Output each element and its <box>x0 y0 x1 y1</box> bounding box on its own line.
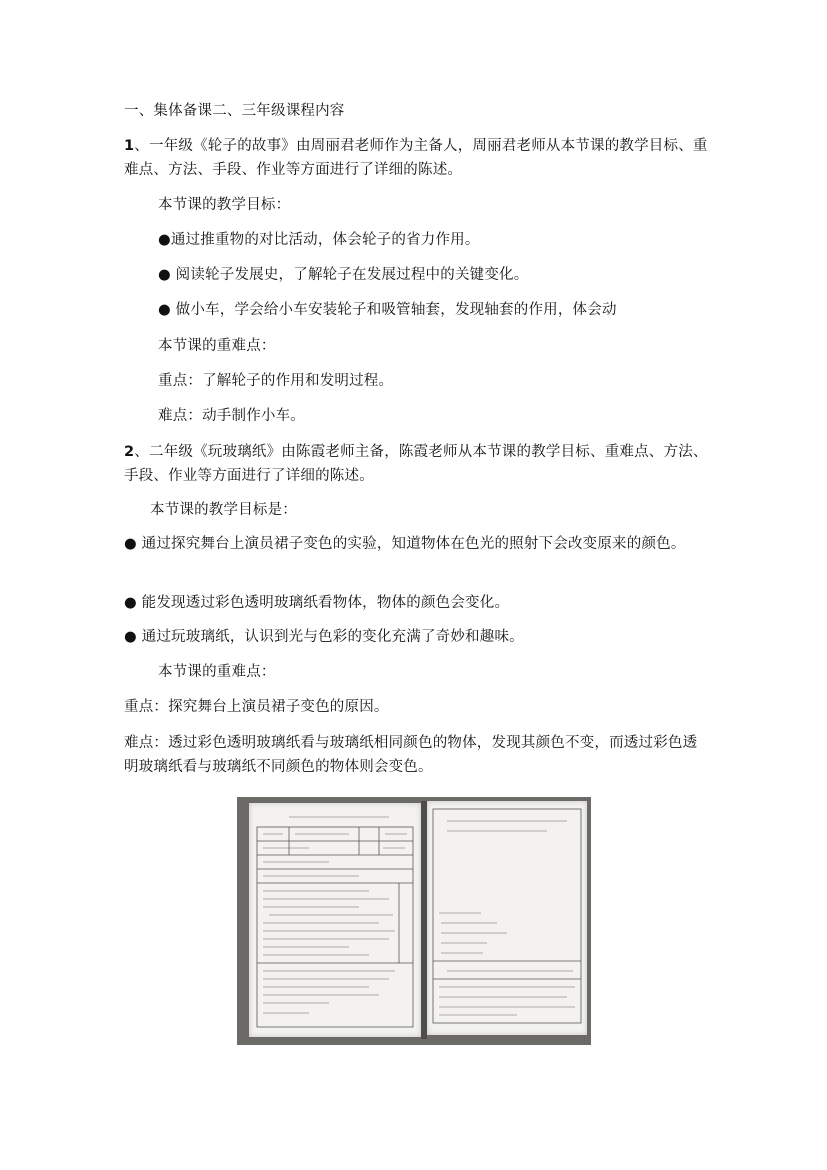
section1-key-label: 本节课的重难点： <box>158 338 276 354</box>
section1-goal-2: ● 阅读轮子发展史，了解轮子在发展过程中的关键变化。 <box>158 267 529 283</box>
section1-key-point: 重点：了解轮子的作用和发明过程。 <box>158 373 394 389</box>
photo-right-page <box>427 801 587 1035</box>
section2-goal-1: ● 通过探究舞台上演员裙子变色的实验，知道物体在色光的照射下会改变原来的颜色。 <box>124 536 686 552</box>
section2-difficult-point: 难点：透过彩色透明玻璃纸看与玻璃纸相同颜色的物体，发现其颜色不变，而透过彩色透明玻璃纸看与玻璃纸不同颜色的物体则会变色。 <box>124 735 698 775</box>
heading: 一、集体备课二、三年级课程内容 <box>124 103 345 119</box>
section1-goal-3: ● 做小车，学会给小车安装轮子和吸管轴套，发现轴套的作用，体会动 <box>158 302 617 318</box>
section2-number: 2 <box>124 444 135 460</box>
section1-goal-1: ●通过推重物的对比活动，体会轮子的省力作用。 <box>158 232 480 248</box>
lesson-plan-photo <box>237 797 591 1045</box>
section1-intro <box>124 134 710 182</box>
section1-goals-label: 本节课的教学目标： <box>158 197 291 213</box>
section2-intro <box>124 440 710 488</box>
section2-key-label: 本节课的重难点： <box>158 664 276 680</box>
section2-intro-text: 、二年级《玩玻璃纸》由陈霞老师主备，陈霞老师从本节课的教学目标、重难点、方法、手段、作业等方面进行了详细的陈述。 <box>124 444 708 484</box>
section1-number: 1 <box>124 138 135 154</box>
handwritten-form-left-icon <box>249 803 421 1037</box>
section2-goals-label: 本节课的教学目标是： <box>150 502 297 518</box>
handwritten-form-right-icon <box>427 801 587 1035</box>
section1-intro-text: 、一年级《轮子的故事》由周丽君老师作为主备人，周丽君老师从本节课的教学目标、重难点、方法、手段、作业等方面进行了详细的陈述。 <box>124 138 708 178</box>
photo-left-page <box>249 803 421 1037</box>
section1-difficult-point: 难点：动手制作小车。 <box>158 408 305 424</box>
section2-goal-3: ● 通过玩玻璃纸，认识到光与色彩的变化充满了奇妙和趣味。 <box>124 629 524 645</box>
section2-goal-2: ● 能发现透过彩色透明玻璃纸看物体，物体的颜色会变化。 <box>124 595 510 611</box>
section2-key-point: 重点：探究舞台上演员裙子变色的原因。 <box>124 699 389 715</box>
